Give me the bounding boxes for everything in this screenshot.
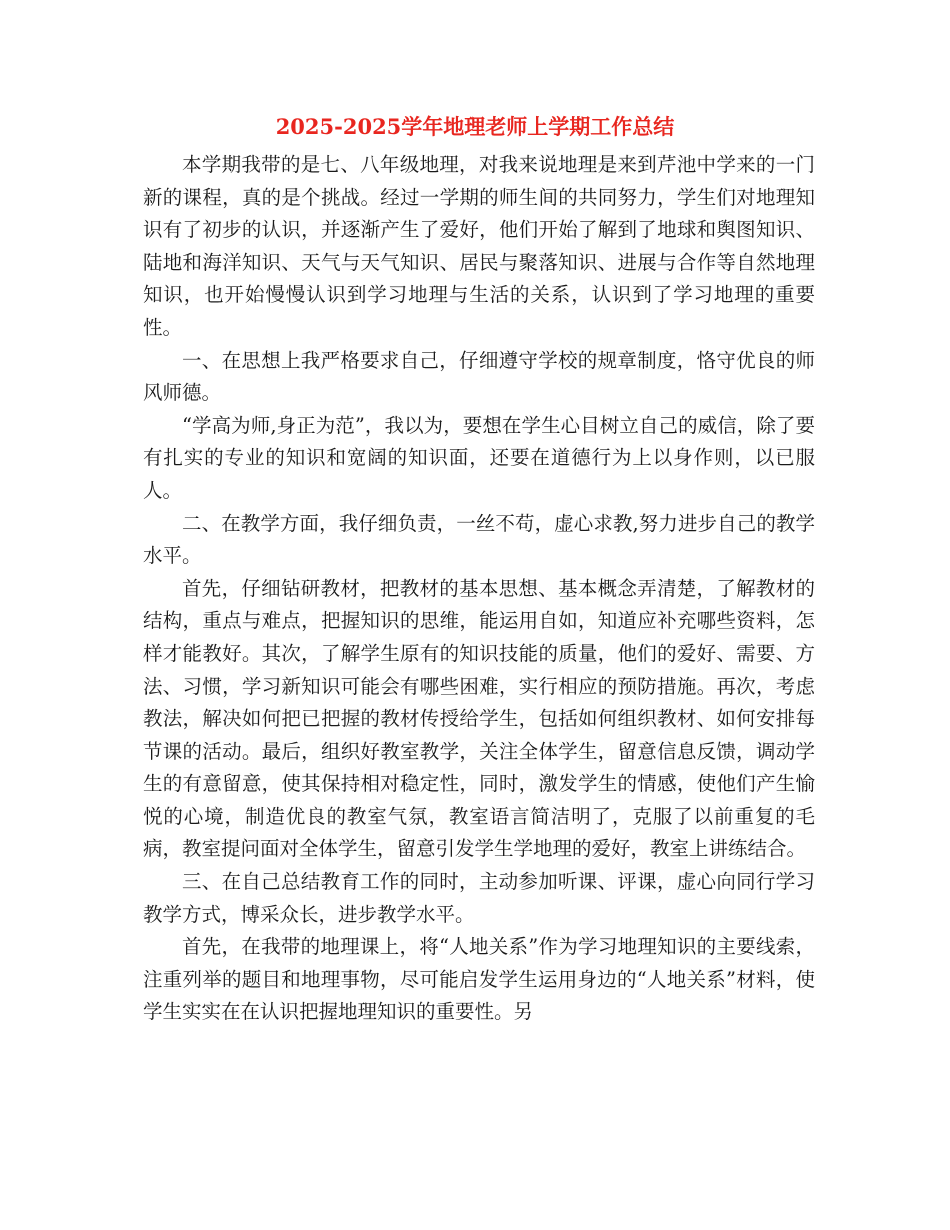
- paragraph-intro: 本学期我带的是七、八年级地理，对我来说地理是来到芹池中学来的一门新的课程，真的是个挑战。经过一学期的师生间的共同努力，学生们对地理知识有了初步的认识，并逐渐产生了爱好，他们开始了解到了地球和舆图知识、陆地和海洋知识、天气与天气知识、居民与聚落知识、进展与合作等自然地理知识，也开始慢慢认识到学习地理与生活的关系，认识到了学习地理的重要性。: [143, 153, 815, 339]
- paragraph-quote: “学高为师,身正为范”，我以为，要想在学生心目树立自己的威信，除了要有扎实的专业的知识和宽阔的知识面，还要在道德行为上以身作则，以已服人。: [143, 413, 815, 502]
- document-title: 2025-2025学年地理老师上学期工作总结: [275, 114, 675, 139]
- paragraph-section-2: 二、在教学方面，我仔细负责，一丝不苟，虚心求教,努力进步自己的教学水平。: [143, 511, 815, 568]
- paragraph-section-3: 三、在自己总结教育工作的同时，主动参加听课、评课，虚心向同行学习教学方式，博采众长，进步教学水平。: [143, 870, 815, 926]
- document-body: [143, 149, 815, 1029]
- paragraph-human-land: 首先，在我带的地理课上，将“人地关系”作为学习地理知识的主要线索，注重列举的题目和地理事物，尽可能启发学生运用身边的“人地关系”材料，使学生实实在在认识把握地理知识的重要性。另: [143, 935, 815, 1024]
- paragraph-teaching-methods: 首先，仔细钻研教材，把教材的基本思想、基本概念弄清楚，了解教材的结构，重点与难点，把握知识的思维，能运用自如，知道应补充哪些资料，怎样才能教好。其次，了解学生原有的知识技能的质量，他们的爱好、需要、方法、习惯，学习新知识可能会有哪些困难，实行相应的预防措施。再次，考虑教法，解决如何把已把握的教材传授给学生，包括如何组织教材、如何安排每节课的活动。最后，组织好教室教学，关注全体学生，留意信息反馈，调动学生的有意留意，使其保持相对稳定性，同时，激发学生的情感，使他们产生愉悦的心境，制造优良的教室气氛，教室语言简洁明了，克服了以前重复的毛病，教室提问面对全体学生，留意引发学生学地理的爱好，教室上讲练结合。: [143, 576, 815, 861]
- paragraph-section-1: 一、在思想上我严格要求自己，仔细遵守学校的规章制度，恪守优良的师风师德。: [143, 348, 815, 405]
